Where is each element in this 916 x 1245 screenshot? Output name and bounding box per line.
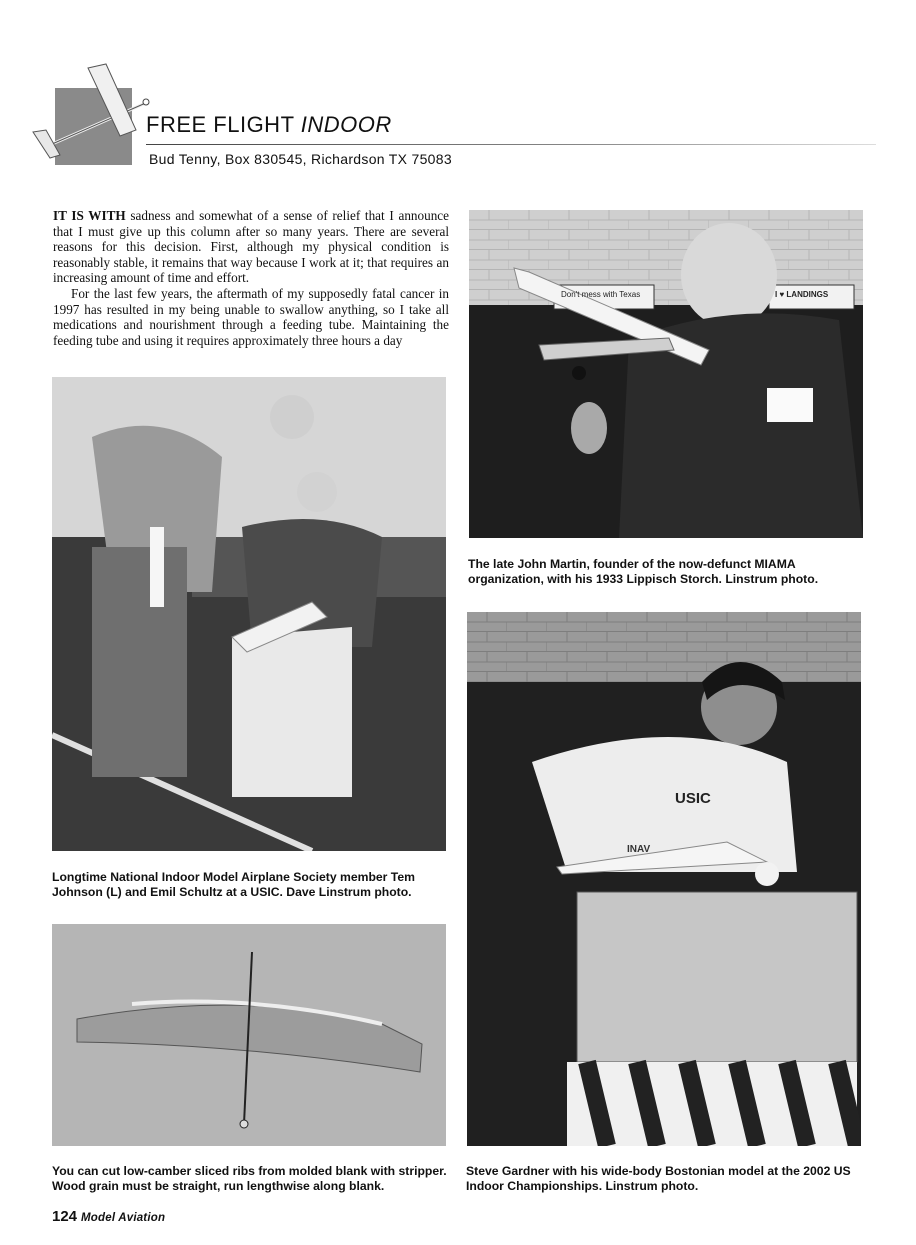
wing-text-inav: INAV (627, 844, 651, 855)
title-rule (146, 144, 876, 145)
caption-tem-emil: Longtime National Indoor Model Airplane Society member Tem Johnson (L) and Emil Schultz at a USIC. Dave Linstrum photo. (52, 870, 415, 899)
column-title: FREE FLIGHT INDOOR (146, 112, 392, 137)
photo-tem-emil (52, 377, 446, 851)
caption-steve-gardner: Steve Gardner with his wide-body Bostonian model at the 2002 US Indoor Championships. Linstrum photo. (466, 1164, 851, 1193)
logo-plane-icon (28, 60, 158, 170)
shirt-text-usic: USIC (675, 790, 711, 807)
sign-i-love-landings: I ♥ LANDINGS (775, 290, 829, 299)
magazine-name: Model Aviation (81, 1212, 166, 1224)
photo-steve-gardner (467, 612, 861, 1146)
caption-ribs: You can cut low-camber sliced ribs from molded blank with stripper. Wood grain must be straight, run lengthwise along blank. (52, 1164, 447, 1193)
paragraph-1: IT IS WITH sadness and somewhat of a sense of relief that I announce that I must give up this column after so many years. There are several reasons for this decision. First, although my physical condition is reasonably stable, it remains that way because I work at it; that requires an increasing amount of time and effort. (53, 208, 450, 286)
page-number: 124 (52, 1208, 78, 1225)
sign-dont-mess-with-texas: Don't mess with Texas (561, 290, 641, 299)
article-body (53, 208, 449, 348)
caption-john-martin: The late John Martin, founder of the now-defunct MIAMA organization, with his 1933 Lippisch Storch. Linstrum photo. (468, 557, 819, 586)
photo-ribs (52, 924, 446, 1146)
photo-john-martin (469, 210, 863, 538)
paragraph-2: For the last few years, the aftermath of my supposedly fatal cancer in 1997 has resulted in my being unable to swallow anything, so I take all medications and nourishment through a feeding tube. Maintaining the feeding tube and using it requires approximately three hours a day (53, 285, 449, 348)
byline: Bud Tenny, Box 830545, Richardson TX 75083 (149, 151, 452, 167)
page-folio (52, 1208, 165, 1225)
